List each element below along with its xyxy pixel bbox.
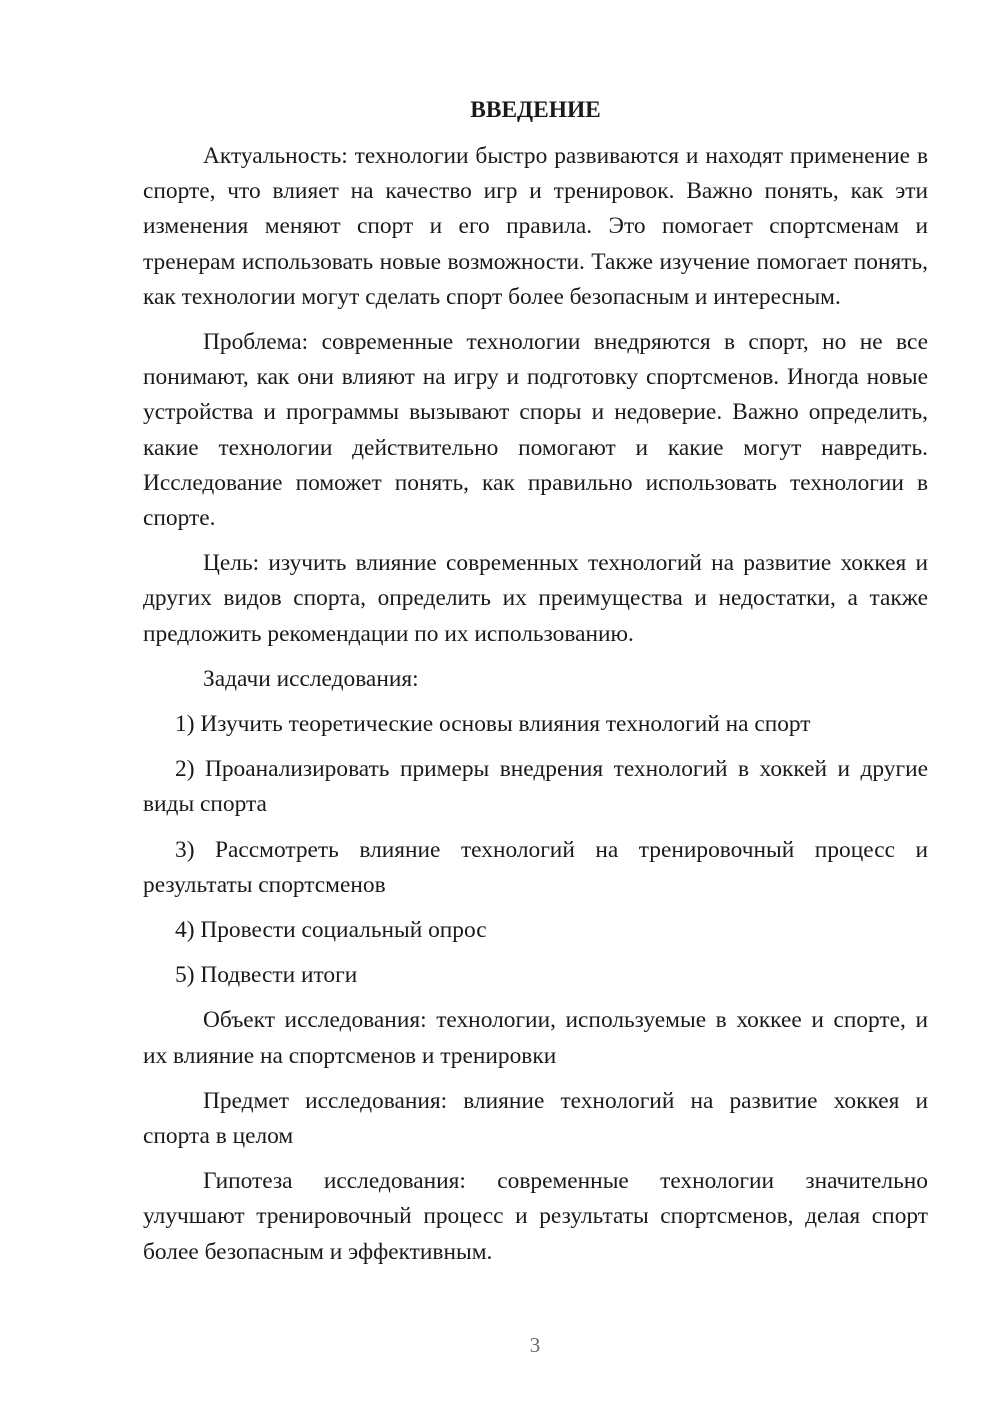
page-title: ВВЕДЕНИЕ <box>470 97 601 123</box>
list-item: 3) Рассмотреть влияние технологий на тренировочный процесс и результаты спортсменов <box>143 836 928 898</box>
hypothesis-paragraph: Гипотеза исследования: современные технологии значительно улучшают тренировочный процесс и результаты спортсменов, делая спорт более безопасным и эффективным. <box>143 1168 928 1265</box>
relevance-paragraph: Актуальность: технологии быстро развиваются и находят применение в спорте, что влияет на качество игр и тренировок. Важно понять, как эти изменения меняют спорт и его правила. Это помогает спортсменам и тренерам использовать новые возможности. Также изучение помогает понять, как технологии могут сделать спорт более безопасным и интересным. <box>143 143 928 310</box>
subject-paragraph: Предмет исследования: влияние технологий на развитие хоккея и спорта в целом <box>143 1087 928 1150</box>
object-paragraph: Объект исследования: технологии, используемые в хоккее и спорте, и их влияние на спортсменов и тренировки <box>143 1007 928 1069</box>
problem-paragraph: Проблема: современные технологии внедряются в спорт, но не все понимают, как они влияют на игру и подготовку спортсменов. Иногда новые устройства и программы вызывают споры и недоверие. Важно определить, какие технологии действительно помогают и какие могут навредить. Исследование поможет понять, как правильно использовать технологии в спорте. <box>143 329 928 532</box>
list-item: 1) Изучить теоретические основы влияния технологий на спорт <box>175 711 811 738</box>
document-page <box>143 95 928 1280</box>
list-item: 4) Провести социальный опрос <box>175 917 487 944</box>
tasks-list <box>143 707 928 993</box>
page-number: 3 <box>529 1333 541 1357</box>
goal-paragraph: Цель: изучить влияние современных технологий на развитие хоккея и других видов спорта, определить их преимущества и недостатки, а также предложить рекомендации по их использованию. <box>143 550 928 647</box>
list-item: 5) Подвести итоги <box>175 962 358 989</box>
tasks-title: Задачи исследования: <box>203 665 419 692</box>
list-item: 2) Проанализировать примеры внедрения технологий в хоккей и другие виды спорта <box>143 756 928 818</box>
